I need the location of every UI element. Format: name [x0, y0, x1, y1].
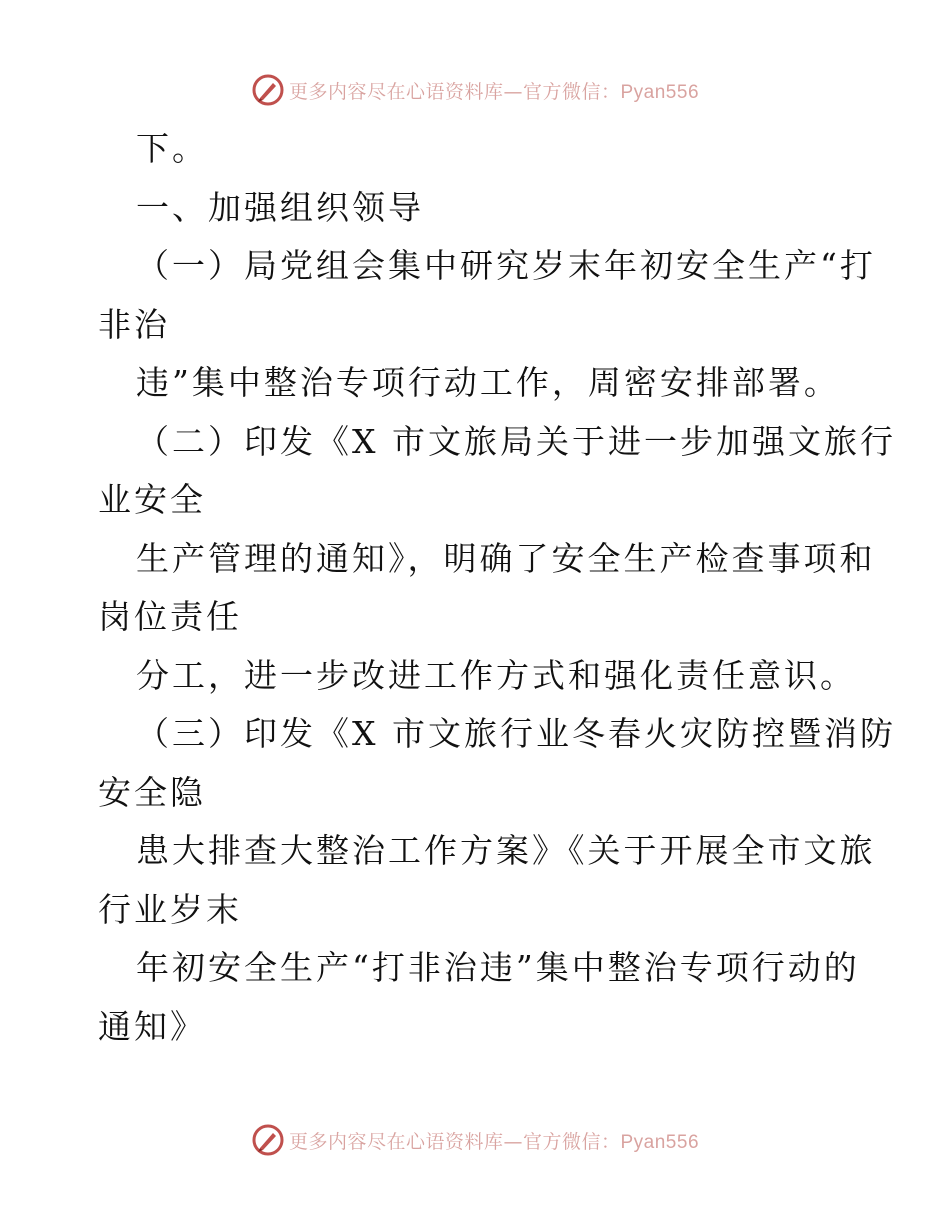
- header-banner-text: [289, 77, 699, 104]
- text-line: 下。: [136, 129, 208, 168]
- text-line: 业安全: [98, 480, 206, 519]
- text-line: 生产管理的通知》，明确了安全生产检查事项和: [136, 538, 876, 578]
- text-line: 患大排查大整治工作方案》《关于开展全市文旅: [136, 831, 876, 870]
- header-banner-wechat-id: Pyan556: [620, 81, 700, 103]
- footer-banner-cn: 更多内容尽在心语资料库—官方微信：: [288, 1130, 621, 1153]
- text-line: 一、加强组织领导: [136, 187, 424, 227]
- text-line: 违”集中整治专项行动工作，周密安排部署。: [136, 363, 840, 402]
- footer-banner-text: [289, 1127, 699, 1154]
- text-line: （三）印发《X 市文旅行业冬春火灾防控暨消防: [136, 714, 896, 753]
- text-line: （二）印发《X 市文旅局关于进一步加强文旅行: [136, 421, 896, 461]
- text-line: 非治: [98, 304, 170, 344]
- pen-circle-logo-icon: [251, 73, 285, 107]
- header-banner-cn: 更多内容尽在心语资料库—官方微信：: [288, 80, 621, 103]
- text-line: （一）局党组会集中研究岁末年初安全生产“打: [136, 246, 876, 285]
- text-line: 行业岁末: [98, 889, 242, 929]
- text-line: 岗位责任: [98, 597, 242, 636]
- document-body: [98, 120, 896, 1056]
- pen-circle-logo-icon: [251, 1123, 285, 1157]
- text-line: 安全隐: [98, 772, 206, 812]
- footer-banner: [0, 1120, 950, 1160]
- header-banner: [0, 70, 950, 110]
- footer-banner-wechat-id: Pyan556: [620, 1131, 700, 1153]
- text-line: 通知》: [98, 1006, 206, 1046]
- text-line: 分工，进一步改进工作方式和强化责任意识。: [136, 655, 856, 695]
- text-line: 年初安全生产“打非治违”集中整治专项行动的: [136, 948, 860, 987]
